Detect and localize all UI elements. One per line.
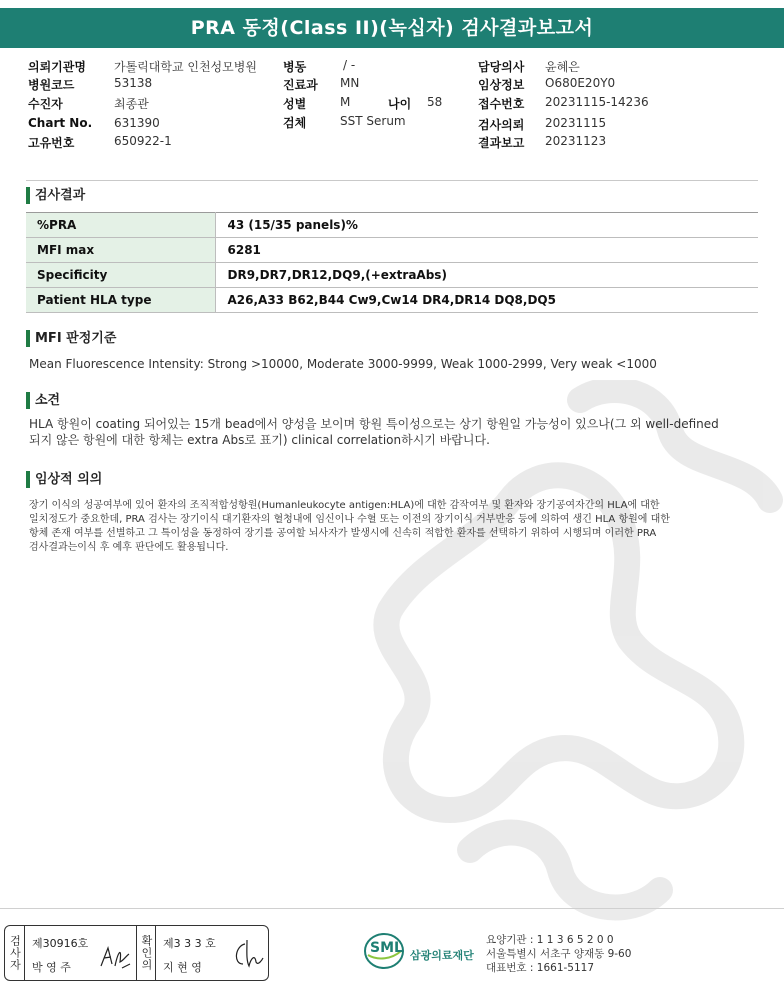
results-section-title: 검사결과 <box>26 187 85 204</box>
hospital-code-value: 53138 <box>114 76 153 90</box>
sex-value: M <box>340 95 351 109</box>
info-label: 병동 <box>283 60 307 74</box>
confirmer-block <box>157 926 269 980</box>
address-line: 서울특별시 서초구 양재동 9-60 <box>486 948 632 960</box>
row-value: 43 (15/35 panels)% <box>215 213 758 238</box>
info-label: 고유번호 <box>28 136 75 150</box>
clinical-line: 항체 존재 여부를 선별하고 그 특이성을 동정하여 장기를 공여할 뇌사자가 발생시에 신속히 적합한 환자를 선택하기 위하여 시행되며 이러한 PRA <box>29 528 657 539</box>
clinical-line: 일치정도가 중요한데, PRA 검사는 장기이식 대기환자의 혈청내에 임신이나 수혈 또는 이전의 장기이식 거부반응 등에 의하여 생긴 HLA 항원에 대한 <box>29 514 670 525</box>
results-table <box>26 212 758 313</box>
logo-name: 삼광의료재단 <box>410 949 474 962</box>
info-label: 수진자 <box>28 97 63 111</box>
mfi-section-title: MFI 판정기준 <box>26 330 116 347</box>
unique-no-value: 650922-1 <box>114 134 172 148</box>
watermark-graphic <box>330 380 784 940</box>
clinical-line: 검사결과는이식 후 예후 판단에도 활용됩니다. <box>29 542 229 553</box>
patient-name-value: 최종관 <box>114 97 149 111</box>
info-label: 진료과 <box>283 78 318 92</box>
info-label: 의뢰기관명 <box>28 60 86 74</box>
opinion-line: 되지 않은 항원에 대한 항체는 extra Abs로 표기) clinical correlation하시기 바랍니다. <box>29 433 490 447</box>
institution-value: 가톨릭대학교 인천성모병원 <box>114 60 257 74</box>
report-footer <box>0 908 784 988</box>
report-title: PRA 동정(Class II)(녹십자) 검사결과보고서 <box>0 8 784 48</box>
info-label: 임상정보 <box>478 78 525 92</box>
confirmer-license: 제3 3 3 호 <box>163 937 216 950</box>
patient-info <box>0 54 784 154</box>
row-value: 6281 <box>215 238 758 263</box>
info-label: 성별 <box>283 97 307 111</box>
table-row <box>26 238 758 263</box>
divider <box>26 180 758 181</box>
doctor-value: 윤혜은 <box>545 60 580 74</box>
info-label: 결과보고 <box>478 136 525 150</box>
row-key: %PRA <box>26 213 215 238</box>
info-label: 나이 <box>388 97 412 111</box>
department-value: MN <box>340 76 360 90</box>
clinical-section-title: 임상적 의의 <box>26 471 102 488</box>
age-value: 58 <box>427 95 443 109</box>
tester-signature-icon <box>98 942 132 972</box>
table-row <box>26 213 758 238</box>
confirmer-label: 확인의 <box>136 926 156 980</box>
info-label: 검사의뢰 <box>478 118 525 132</box>
clinical-info-value: O680E20Y0 <box>545 76 616 90</box>
receipt-no-value: 20231115-14236 <box>545 95 649 109</box>
row-key: MFI max <box>26 238 215 263</box>
address-line: 대표번호 : 1661-5117 <box>486 962 595 974</box>
tester-name: 박 영 주 <box>32 961 71 974</box>
tester-license: 제30916호 <box>32 937 89 950</box>
confirmer-signature-icon <box>229 936 265 972</box>
info-label: 접수번호 <box>478 97 525 111</box>
ward-value: / - <box>343 58 356 72</box>
info-label: 검체 <box>283 116 307 130</box>
mfi-criteria-text: Mean Fluorescence Intensity: Strong >10000, Moderate 3000-9999, Weak 1000-2999, Very weak <1000 <box>29 357 657 371</box>
address-line: 요양기관 : 1 1 3 6 5 2 0 0 <box>486 934 614 946</box>
confirmer-name: 지 현 영 <box>163 961 202 974</box>
clinical-line: 장기 이식의 성공여부에 있어 환자의 조직적합성항원(Humanleukocyte antigen:HLA)에 대한 감작여부 및 환자와 장기공여자간의 HLA에 대한 <box>29 500 660 511</box>
row-value: A26,A33 B62,B44 Cw9,Cw14 DR4,DR14 DQ8,DQ5 <box>215 288 758 313</box>
chart-no-value: 631390 <box>114 116 160 130</box>
info-label: 담당의사 <box>478 60 525 74</box>
signature-box <box>4 925 269 981</box>
logo-mark: SML <box>370 940 403 956</box>
institution-address <box>486 933 631 975</box>
opinion-line: HLA 항원이 coating 되어있는 15개 bead에서 양성을 보이며 항원 특이성으로는 상기 항원일 가능성이 있으나(그 외 well-defined <box>29 417 719 431</box>
row-key: Specificity <box>26 263 215 288</box>
info-label: Chart No. <box>28 116 93 130</box>
tester-label: 검사자 <box>5 926 25 980</box>
report-date-value: 20231123 <box>545 134 607 148</box>
opinion-section-title: 소견 <box>26 392 60 409</box>
specimen-value: SST Serum <box>340 114 406 128</box>
table-row <box>26 288 758 313</box>
row-value: DR9,DR7,DR12,DQ9,(+extraAbs) <box>215 263 758 288</box>
row-key: Patient HLA type <box>26 288 215 313</box>
tester-block <box>26 926 136 980</box>
info-label: 병원코드 <box>28 78 75 92</box>
table-row <box>26 263 758 288</box>
request-date-value: 20231115 <box>545 116 607 130</box>
